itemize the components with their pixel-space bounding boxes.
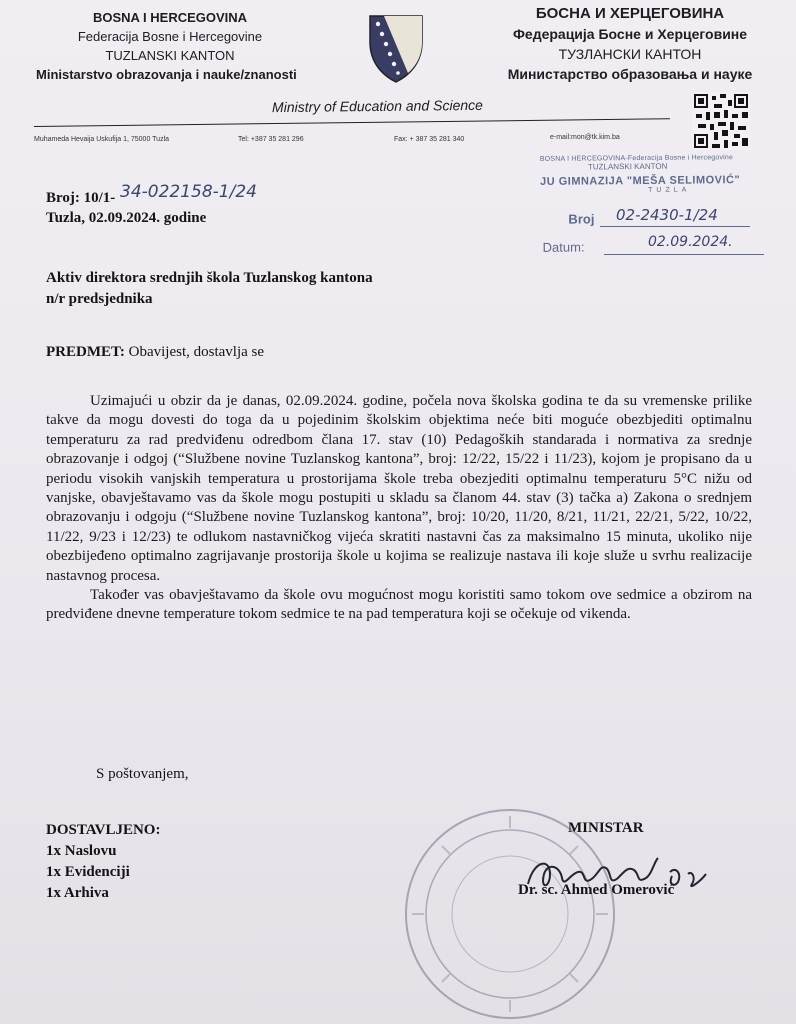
header-right	[470, 4, 790, 84]
distribution-item: 1x Naslovu	[46, 843, 117, 859]
subject-label: PREDMET:	[46, 344, 125, 360]
header-right-canton: ТУЗЛАНСКИ КАНТОН	[558, 46, 702, 62]
header-left-ministry: Ministarstvo obrazovanja i nauke/znanosti	[36, 67, 297, 82]
stamp-broj-label: Broj	[568, 211, 595, 227]
address-fax: Fax: + 387 35 281 340	[394, 136, 465, 143]
stamp-datum-line	[604, 254, 764, 255]
reference-number-handwritten: 34-022158-1/24	[120, 182, 257, 202]
stamp-broj-handwritten: 02-2430-1/24	[616, 206, 718, 224]
minister-title: MINISTAR	[568, 820, 644, 836]
body-paragraph-1: Uzimajući u obzir da je danas, 02.09.2024. godine, počela nova školska godina te da su vremenske prilike takve da mogu dovesti do toga da u pojedinim školskim objektima neće biti moguće obezbjediti optimalnu temperaturu za rad predviđenu odredbom člana 17. stav (10) Pedagoških standarada i normativa za srednje obrazovanje i odgoj (“Službene novine Tuzlanskog kantona”, broj: 12/22, 15/22 i 11/23), kojom je propisano da u periodu visokih vanjskih temperatura u prostorijama škole treba obezjediti optimalnu temperaturu 5°C nižu od vanjske, obavještavamo vas da škole mogu postupiti u skladu sa članom 44. stav (3) tačka a) Zakona o srednjem obrazovanju i odgoju (“Službene novine Tuzlanskog kantona”, broj: 10/20, 11/20, 8/21, 11/21, 22/21, 5/22, 10/22, 11/22, 9/23 i 12/23) te odlukom nastavničkog vijeća skratiti nastavni čas za maksimalno 15 minuta, ukoliko nije obezbijeđeno optimalno zagrijavanje prostorija škole u kojima se realizuje nastava ili koje služe u svrhu realizacije nastavnog procesa.	[46, 393, 752, 584]
recipient-block	[46, 268, 373, 310]
stamp-line-school: JU GIMNAZIJA "MEŠA SELIMOVIĆ"	[540, 174, 741, 188]
recipient-line-2: n/r predsjednika	[46, 291, 153, 307]
stamp-datum-handwritten: 02.09.2024.	[648, 234, 733, 250]
header-left-country: BOSNA I HERCEGOVINA	[92, 10, 248, 25]
distribution-item: 1x Evidenciji	[46, 864, 130, 880]
letter-body	[46, 392, 752, 625]
stamp-line-canton: TUZLANSKI KANTON	[587, 161, 668, 172]
subject-line	[46, 344, 264, 361]
subject-text: Obavijest, dostavlja se	[124, 344, 265, 360]
header-divider	[34, 118, 670, 127]
header-left	[0, 8, 340, 84]
coat-of-arms-icon	[364, 12, 428, 84]
stamp-broj-line	[600, 226, 750, 227]
distribution-block	[46, 820, 160, 904]
ministry-english-title: Ministry of Education and Science	[271, 96, 483, 116]
reference-number: Broj: 10/1-	[46, 190, 116, 206]
stamp-line-city: TUZLA	[648, 186, 691, 194]
header-right-ministry: Министарство образовања и науке	[507, 66, 753, 82]
address-phone: Tel: +387 35 281 296	[238, 136, 304, 143]
minister-name: Dr. sc. Ahmed Omerović	[518, 882, 675, 898]
stamp-line-country: BOSNA I HERCEGOVINA-Federacija Bosne i Hercegovine	[539, 154, 734, 163]
header-left-federation: Federacija Bosne i Hercegovine	[77, 29, 263, 44]
address-street: Muhameda Hevaija Uskufija 1, 75000 Tuzla	[34, 136, 170, 143]
address-email: e-mail:mon@tk.kim.ba	[550, 134, 620, 141]
official-seal-icon	[402, 806, 618, 1022]
distribution-label: DOSTAVLJENO:	[46, 822, 161, 838]
stamp-datum-label: Datum:	[542, 239, 585, 255]
reference-date: Tuzla, 02.09.2024. godine	[46, 210, 207, 226]
header-left-canton: TUZLANSKI KANTON	[105, 48, 235, 63]
recipient-line-1: Aktiv direktora srednjih škola Tuzlanskog kantona	[46, 270, 373, 286]
header-right-country: БОСНА И ХЕРЦЕГОВИНА	[535, 5, 725, 22]
body-paragraph-2: Također vas obavještavamo da škole ovu mogućnost mogu koristiti samo tokom ove sedmice a obzirom na predviđene dnevne temperature tokom sedmice te na pad temperatura koji se očekuje od vikenda.	[46, 587, 752, 623]
greeting: S poštovanjem,	[96, 766, 189, 782]
header-right-federation: Федерација Босне и Херцеговине	[512, 26, 748, 42]
qr-code-icon	[692, 92, 750, 150]
distribution-item: 1x Arhiva	[46, 885, 109, 901]
